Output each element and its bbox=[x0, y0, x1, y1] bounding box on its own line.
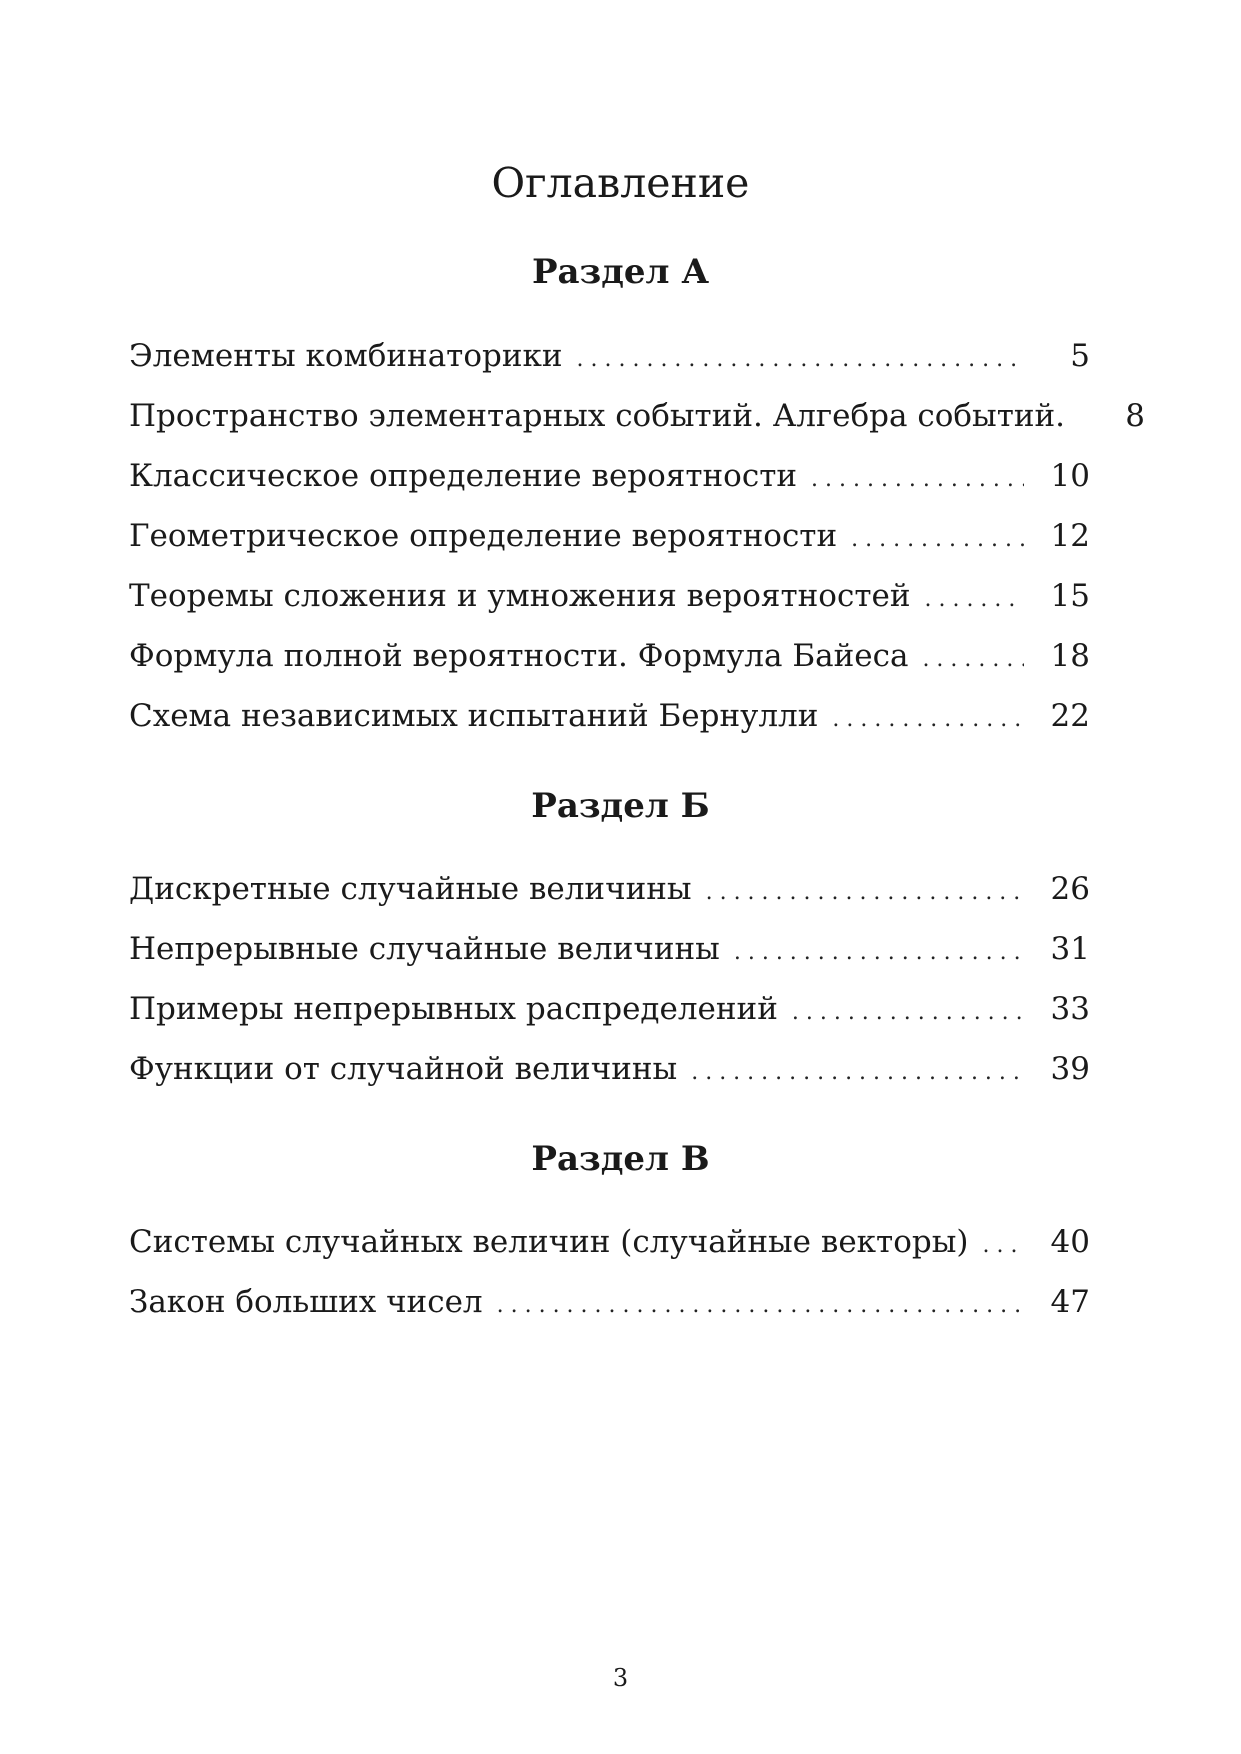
toc-entry-title: Непрерывные случайные величины bbox=[129, 931, 720, 967]
toc-entry[interactable] bbox=[129, 1279, 1090, 1325]
toc-entry-page: 26 bbox=[1050, 871, 1090, 907]
toc-entry[interactable] bbox=[129, 866, 1090, 912]
toc-entry[interactable] bbox=[129, 693, 1090, 739]
toc-leader-dots bbox=[792, 986, 1024, 1036]
toc-entry-page: 8 bbox=[1125, 398, 1146, 434]
toc-entry-title: Геометрическое определение вероятности bbox=[129, 518, 838, 554]
toc-entry-page: 33 bbox=[1050, 991, 1090, 1027]
toc-entry[interactable] bbox=[129, 1219, 1090, 1265]
toc-entry[interactable] bbox=[129, 633, 1090, 679]
toc-leader-dots bbox=[982, 1219, 1024, 1269]
toc-leader-dots bbox=[706, 866, 1024, 916]
toc-leader-dots bbox=[734, 926, 1024, 976]
toc-entry[interactable] bbox=[129, 513, 1090, 559]
toc-entry[interactable] bbox=[129, 333, 1090, 379]
toc-entry-title: Примеры непрерывных распределений bbox=[129, 991, 778, 1027]
toc-entry-page: 22 bbox=[1050, 698, 1090, 734]
toc-entry-title: Элементы комбинаторики bbox=[129, 338, 563, 374]
toc-entry-page: 5 bbox=[1070, 338, 1090, 374]
toc-entry-page: 12 bbox=[1050, 518, 1090, 554]
toc-leader-dots bbox=[924, 573, 1024, 623]
toc-entry-page: 15 bbox=[1050, 578, 1090, 614]
toc-entry-title: Системы случайных величин (случайные векторы) bbox=[129, 1224, 969, 1260]
toc-entry-title: Теоремы сложения и умножения вероятностей bbox=[129, 578, 911, 614]
toc-entry[interactable] bbox=[129, 393, 1146, 439]
toc-entry-title: Формула полной вероятности. Формула Байеса bbox=[129, 638, 909, 674]
toc-leader-dots bbox=[577, 333, 1024, 383]
toc-leader-dots bbox=[497, 1279, 1024, 1329]
toc-entry[interactable] bbox=[129, 926, 1090, 972]
toc-entry-title: Пространство элементарных событий. Алгебра событий. bbox=[129, 398, 1066, 434]
toc-entry-page: 18 bbox=[1050, 638, 1090, 674]
toc-leader-dots bbox=[922, 633, 1024, 683]
page-number: 3 bbox=[612, 1664, 629, 1692]
toc-entry-title: Классическое определение вероятности bbox=[129, 458, 798, 494]
toc-entry[interactable] bbox=[129, 453, 1090, 499]
section-heading-v: Раздел В bbox=[531, 1139, 710, 1179]
section-heading-b: Раздел Б bbox=[531, 786, 710, 826]
toc-entry-page: 39 bbox=[1050, 1051, 1090, 1087]
section-heading-a: Раздел А bbox=[531, 252, 710, 292]
toc-entry-title: Закон больших чисел bbox=[129, 1284, 483, 1320]
toc-leader-dots bbox=[851, 513, 1024, 563]
page-title: Оглавление bbox=[491, 159, 750, 207]
toc-leader-dots bbox=[832, 693, 1024, 743]
toc-entry-title: Схема независимых испытаний Бернулли bbox=[129, 698, 819, 734]
toc-entry[interactable] bbox=[129, 986, 1090, 1032]
toc-entry-title: Дискретные случайные величины bbox=[129, 871, 692, 907]
toc-leader-dots bbox=[811, 453, 1024, 503]
toc-entry[interactable] bbox=[129, 573, 1090, 619]
toc-entry-page: 40 bbox=[1050, 1224, 1090, 1260]
toc-entry-page: 10 bbox=[1050, 458, 1090, 494]
toc-entry[interactable] bbox=[129, 1046, 1090, 1092]
toc-entry-title: Функции от случайной величины bbox=[129, 1051, 678, 1087]
toc-entry-page: 47 bbox=[1050, 1284, 1090, 1320]
toc-entry-page: 31 bbox=[1050, 931, 1090, 967]
toc-leader-dots bbox=[691, 1046, 1024, 1096]
